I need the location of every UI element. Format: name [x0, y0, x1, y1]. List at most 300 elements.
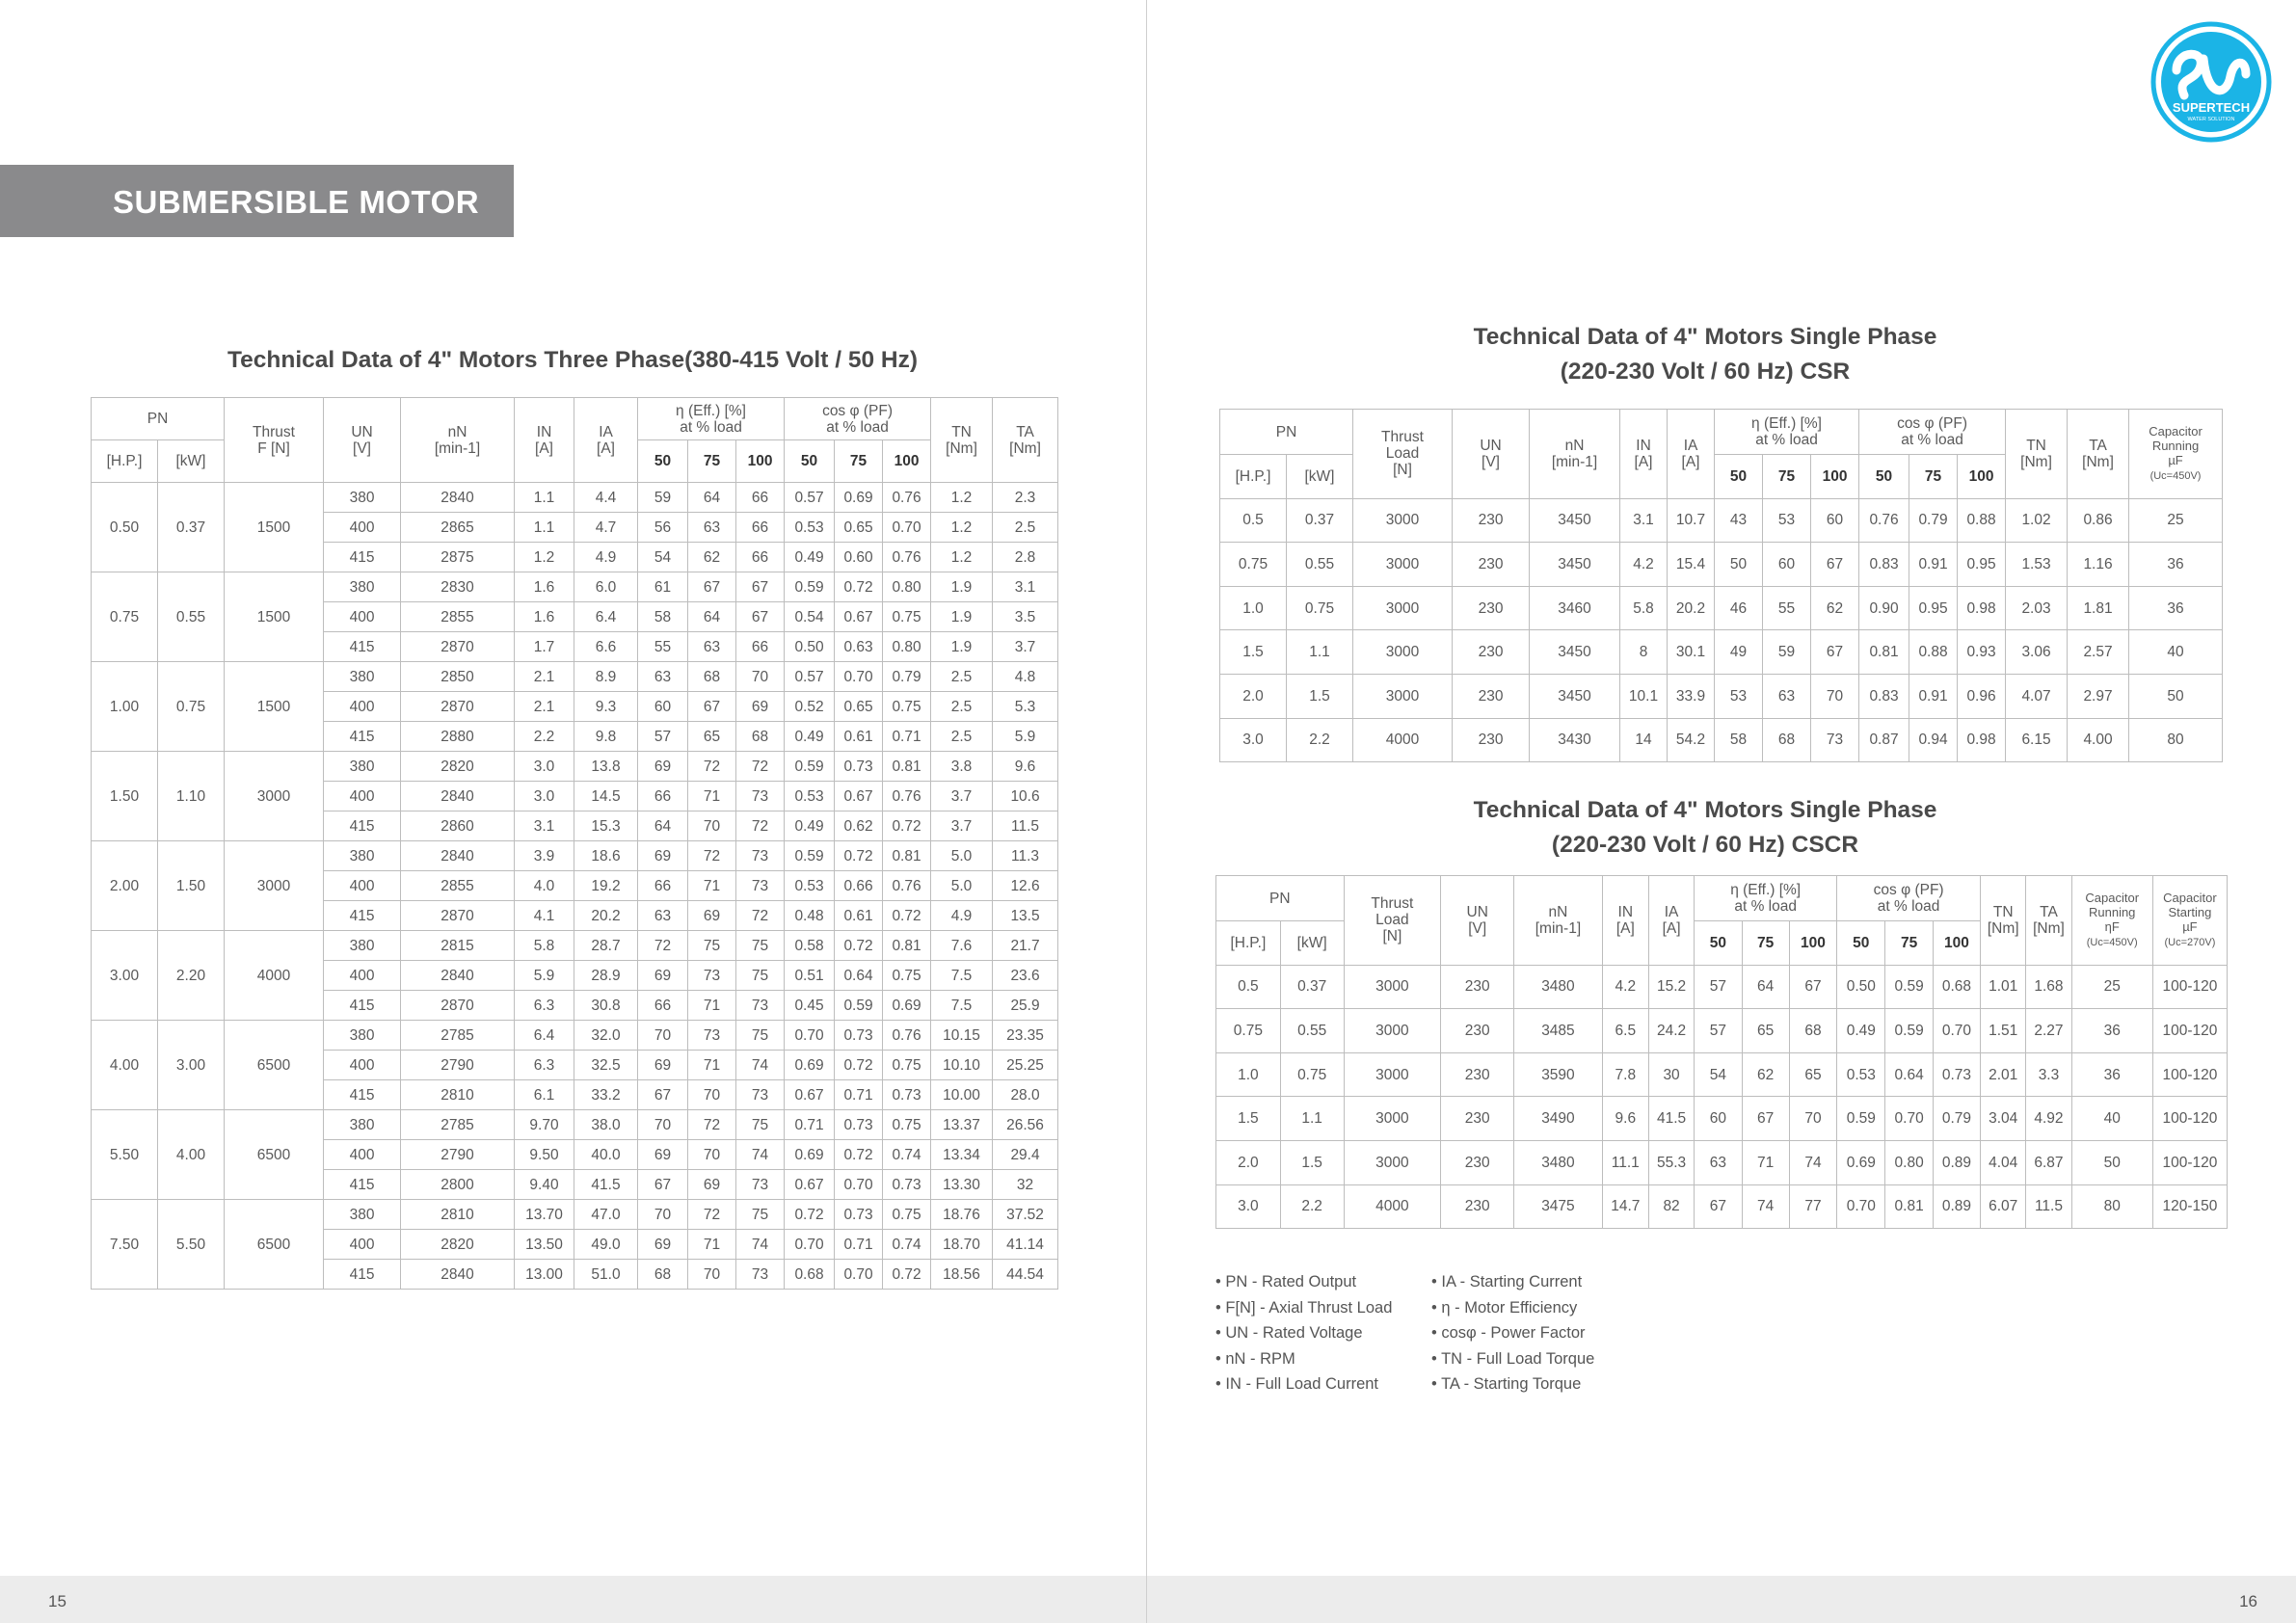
eff75-cell: 64 [688, 483, 736, 513]
eff75-cell: 62 [688, 543, 736, 572]
rpm-cell: 3450 [1530, 498, 1620, 543]
eff50-cell: 66 [638, 991, 688, 1021]
eff100-cell: 70 [1789, 1097, 1836, 1141]
hp-cell: 3.0 [1220, 718, 1287, 762]
eff100-cell: 73 [736, 841, 785, 871]
ia-cell: 6.6 [574, 632, 638, 662]
ia-cell: 32.5 [574, 1051, 638, 1080]
ta-header: TA [Nm] [2026, 876, 2071, 966]
eff75-cell: 69 [688, 901, 736, 931]
tn-cell: 10.10 [931, 1051, 993, 1080]
nn-header: nN [min-1] [1514, 876, 1602, 966]
ta-cell: 12.6 [993, 871, 1058, 901]
eff100-cell: 73 [1811, 718, 1859, 762]
cos50-cell: 0.59 [1837, 1097, 1885, 1141]
eff100-cell: 73 [736, 782, 785, 812]
left-footer [0, 1576, 1146, 1623]
table-row [1216, 1140, 2228, 1184]
cos75-cell: 0.60 [835, 543, 883, 572]
in-header: IN [A] [515, 398, 574, 483]
cos50-cell: 0.67 [785, 1080, 835, 1110]
thrust-cell: 1500 [225, 662, 324, 752]
tn-cell: 13.30 [931, 1170, 993, 1200]
kw-cell: 1.1 [1287, 630, 1353, 675]
legend-item: • IN - Full Load Current [1215, 1375, 1379, 1393]
tn-cell: 2.03 [2006, 586, 2068, 630]
hp-cell: 0.5 [1216, 965, 1281, 1009]
un-header: UN [V] [324, 398, 401, 483]
eff50-cell: 63 [1695, 1140, 1742, 1184]
ta-cell: 23.6 [993, 961, 1058, 991]
cos75-cell: 0.71 [835, 1230, 883, 1260]
left-page [0, 0, 1147, 1623]
eff75-cell: 73 [688, 961, 736, 991]
ia-cell: 33.9 [1668, 674, 1715, 718]
cos75-cell: 0.65 [835, 513, 883, 543]
ia-cell: 30.8 [574, 991, 638, 1021]
eff50-cell: 49 [1715, 630, 1763, 675]
eff50-cell: 67 [638, 1080, 688, 1110]
cos50-cell: 0.50 [1837, 965, 1885, 1009]
kw-cell: 1.5 [1280, 1140, 1344, 1184]
table-row [92, 1021, 1058, 1051]
eff100-cell: 73 [736, 1260, 785, 1290]
cos100-cell: 0.76 [883, 871, 931, 901]
in-cell: 1.1 [515, 513, 574, 543]
table2-title-line1: Technical Data of 4" Motors Single Phase [1473, 324, 1937, 350]
tn-cell: 7.5 [931, 991, 993, 1021]
tn-cell: 1.9 [931, 572, 993, 602]
eff100-cell: 72 [736, 752, 785, 782]
hp-cell: 1.5 [1216, 1097, 1281, 1141]
in-cell: 3.1 [515, 812, 574, 841]
cap-running-header: Capacitor Running µF (Uc=450V) [2129, 410, 2223, 499]
eff75-cell: 68 [1763, 718, 1811, 762]
kw-header: [kW] [158, 440, 225, 483]
table-row [1216, 1052, 2228, 1097]
eff100-cell: 66 [736, 483, 785, 513]
thrust-header: Thrust Load [N] [1344, 876, 1441, 966]
cos75-cell: 0.62 [835, 812, 883, 841]
legend-item: • cosφ - Power Factor [1431, 1324, 1586, 1342]
cos50-cell: 0.87 [1859, 718, 1909, 762]
ia-cell: 10.7 [1668, 498, 1715, 543]
tn-cell: 6.07 [1981, 1184, 2026, 1229]
tn-cell: 10.00 [931, 1080, 993, 1110]
cos75-cell: 0.70 [1885, 1097, 1933, 1141]
thrust-cell: 3000 [1353, 498, 1453, 543]
hp-cell: 3.0 [1216, 1184, 1281, 1229]
eff100-cell: 66 [736, 513, 785, 543]
cos75-cell: 0.73 [835, 1021, 883, 1051]
tn-cell: 1.53 [2006, 543, 2068, 587]
tn-cell: 4.04 [1981, 1140, 2026, 1184]
ia-cell: 30.1 [1668, 630, 1715, 675]
ta-cell: 25.9 [993, 991, 1058, 1021]
cos75-cell: 0.71 [835, 1080, 883, 1110]
eff50-cell: 70 [638, 1110, 688, 1140]
table3-title [1218, 793, 2192, 863]
eff-header: η (Eff.) [%] at % load [638, 398, 785, 440]
cos75-cell: 0.66 [835, 871, 883, 901]
ia-cell: 14.5 [574, 782, 638, 812]
thrust-cell: 3000 [1344, 1009, 1441, 1053]
eff50-cell: 72 [638, 931, 688, 961]
ia-cell: 82 [1648, 1184, 1694, 1229]
cos100-cell: 0.71 [883, 722, 931, 752]
rpm-cell: 2855 [401, 871, 515, 901]
thrust-cell: 3000 [1353, 543, 1453, 587]
cos75-cell: 0.70 [835, 662, 883, 692]
cos-header: cos φ (PF) at % load [1837, 876, 1981, 921]
ia-cell: 55.3 [1648, 1140, 1694, 1184]
eff50-cell: 61 [638, 572, 688, 602]
eff75-cell: 65 [688, 722, 736, 752]
in-cell: 1.6 [515, 602, 574, 632]
in-cell: 7.8 [1602, 1052, 1648, 1097]
ta-cell: 3.5 [993, 602, 1058, 632]
cos100-cell: 0.76 [883, 1021, 931, 1051]
thrust-cell: 4000 [1344, 1184, 1441, 1229]
kw-cell: 0.55 [1280, 1009, 1344, 1053]
ta-cell: 4.8 [993, 662, 1058, 692]
eff100-cell: 67 [1811, 543, 1859, 587]
rpm-cell: 3460 [1530, 586, 1620, 630]
ta-cell: 5.3 [993, 692, 1058, 722]
table-row [1220, 543, 2223, 587]
kw-cell: 0.75 [1287, 586, 1353, 630]
rpm-cell: 3450 [1530, 630, 1620, 675]
cos50-cell: 0.49 [1837, 1009, 1885, 1053]
eff75-cell: 70 [688, 812, 736, 841]
kw-cell: 1.50 [158, 841, 225, 931]
ta-cell: 9.6 [993, 752, 1058, 782]
ia-cell: 38.0 [574, 1110, 638, 1140]
eff-50-header: 50 [1715, 455, 1763, 499]
cos100-cell: 0.98 [1958, 586, 2006, 630]
tn-cell: 7.5 [931, 961, 993, 991]
eff50-cell: 68 [638, 1260, 688, 1290]
table-row [92, 1110, 1058, 1140]
ta-cell: 1.68 [2026, 965, 2071, 1009]
cos75-cell: 0.81 [1885, 1184, 1933, 1229]
eff50-cell: 66 [638, 782, 688, 812]
rpm-cell: 2840 [401, 483, 515, 513]
table-row [1216, 965, 2228, 1009]
table-row [92, 931, 1058, 961]
tn-cell: 1.9 [931, 602, 993, 632]
rpm-cell: 2840 [401, 961, 515, 991]
cap-running-cell: 25 [2129, 498, 2223, 543]
cos75-cell: 0.70 [835, 1170, 883, 1200]
voltage-cell: 230 [1441, 1009, 1514, 1053]
voltage-cell: 415 [324, 812, 401, 841]
eff75-cell: 72 [688, 1200, 736, 1230]
eff75-cell: 59 [1763, 630, 1811, 675]
hp-cell: 2.0 [1216, 1140, 1281, 1184]
voltage-cell: 380 [324, 662, 401, 692]
hp-cell: 1.00 [92, 662, 158, 752]
eff75-cell: 69 [688, 1170, 736, 1200]
rpm-cell: 3480 [1514, 1140, 1602, 1184]
eff50-cell: 58 [1715, 718, 1763, 762]
cos-header: cos φ (PF) at % load [785, 398, 931, 440]
voltage-cell: 400 [324, 871, 401, 901]
kw-cell: 2.20 [158, 931, 225, 1021]
cos50-cell: 0.53 [785, 513, 835, 543]
tn-cell: 1.01 [1981, 965, 2026, 1009]
hp-cell: 4.00 [92, 1021, 158, 1110]
cos100-cell: 0.73 [883, 1170, 931, 1200]
right-footer [1147, 1576, 2296, 1623]
eff100-cell: 67 [736, 602, 785, 632]
rpm-cell: 2815 [401, 931, 515, 961]
hp-header: [H.P.] [1216, 921, 1281, 966]
eff100-cell: 75 [736, 1021, 785, 1051]
ia-cell: 15.2 [1648, 965, 1694, 1009]
rpm-cell: 2800 [401, 1170, 515, 1200]
legend-column-1 [1215, 1269, 1392, 1397]
pn-header: PN [92, 398, 225, 440]
eff50-cell: 59 [638, 483, 688, 513]
thrust-header: Thrust Load [N] [1353, 410, 1453, 499]
ia-cell: 9.8 [574, 722, 638, 752]
eff75-cell: 72 [688, 1110, 736, 1140]
in-cell: 14 [1620, 718, 1668, 762]
cos-header: cos φ (PF) at % load [1859, 410, 2006, 455]
hp-cell: 1.5 [1220, 630, 1287, 675]
cos100-cell: 0.73 [1933, 1052, 1980, 1097]
ta-cell: 2.5 [993, 513, 1058, 543]
eff50-cell: 55 [638, 632, 688, 662]
cos100-cell: 0.76 [883, 543, 931, 572]
eff50-cell: 60 [1695, 1097, 1742, 1141]
eff100-cell: 65 [1789, 1052, 1836, 1097]
eff50-cell: 63 [638, 901, 688, 931]
eff75-cell: 72 [688, 841, 736, 871]
cos100-cell: 0.80 [883, 572, 931, 602]
in-header: IN [A] [1620, 410, 1668, 499]
in-cell: 2.2 [515, 722, 574, 752]
rpm-cell: 2840 [401, 841, 515, 871]
voltage-cell: 380 [324, 752, 401, 782]
kw-cell: 1.1 [1280, 1097, 1344, 1141]
rpm-cell: 2850 [401, 662, 515, 692]
cos50-cell: 0.71 [785, 1110, 835, 1140]
cos75-cell: 0.72 [835, 931, 883, 961]
ia-cell: 28.7 [574, 931, 638, 961]
ia-cell: 33.2 [574, 1080, 638, 1110]
cos100-cell: 0.75 [883, 602, 931, 632]
cos100-cell: 0.75 [883, 961, 931, 991]
section-banner-label: SUBMERSIBLE MOTOR [113, 184, 480, 220]
thrust-cell: 3000 [1344, 965, 1441, 1009]
ia-cell: 8.9 [574, 662, 638, 692]
voltage-cell: 400 [324, 782, 401, 812]
cap-running-cell: 50 [2071, 1140, 2152, 1184]
eff50-cell: 57 [1695, 1009, 1742, 1053]
un-header: UN [V] [1441, 876, 1514, 966]
legend-item: • TN - Full Load Torque [1431, 1349, 1595, 1368]
eff-100-header: 100 [736, 440, 785, 483]
cos100-cell: 0.81 [883, 841, 931, 871]
eff100-cell: 73 [736, 871, 785, 901]
ia-cell: 20.2 [1668, 586, 1715, 630]
cscr-table [1215, 875, 2228, 1229]
eff75-cell: 71 [688, 1051, 736, 1080]
cap-starting-cell: 100-120 [2152, 1140, 2227, 1184]
eff75-cell: 53 [1763, 498, 1811, 543]
ia-cell: 4.4 [574, 483, 638, 513]
eff50-cell: 69 [638, 841, 688, 871]
table-row [1220, 586, 2223, 630]
eff100-cell: 74 [736, 1230, 785, 1260]
in-cell: 3.0 [515, 782, 574, 812]
in-cell: 11.1 [1602, 1140, 1648, 1184]
voltage-cell: 230 [1453, 630, 1530, 675]
eff50-cell: 67 [638, 1170, 688, 1200]
cos75-cell: 0.88 [1909, 630, 1958, 675]
cos50-cell: 0.69 [785, 1140, 835, 1170]
thrust-cell: 3000 [1353, 674, 1453, 718]
in-cell: 3.9 [515, 841, 574, 871]
rpm-cell: 2810 [401, 1080, 515, 1110]
kw-cell: 1.5 [1287, 674, 1353, 718]
rpm-cell: 2840 [401, 782, 515, 812]
kw-cell: 2.2 [1280, 1184, 1344, 1229]
voltage-cell: 380 [324, 572, 401, 602]
eff100-cell: 67 [1811, 630, 1859, 675]
cos75-cell: 0.79 [1909, 498, 1958, 543]
ia-cell: 15.3 [574, 812, 638, 841]
tn-cell: 10.15 [931, 1021, 993, 1051]
thrust-cell: 6500 [225, 1021, 324, 1110]
cap-starting-cell: 100-120 [2152, 1097, 2227, 1141]
voltage-cell: 230 [1441, 1184, 1514, 1229]
cos100-cell: 0.81 [883, 752, 931, 782]
cos75-cell: 0.80 [1885, 1140, 1933, 1184]
ta-cell: 29.4 [993, 1140, 1058, 1170]
ta-cell: 2.97 [2068, 674, 2129, 718]
table-row [1220, 630, 2223, 675]
ia-cell: 9.3 [574, 692, 638, 722]
cos100-cell: 0.98 [1958, 718, 2006, 762]
eff50-cell: 50 [1715, 543, 1763, 587]
rpm-cell: 3490 [1514, 1097, 1602, 1141]
cos50-cell: 0.70 [1837, 1184, 1885, 1229]
cos75-cell: 0.64 [1885, 1052, 1933, 1097]
hp-cell: 0.75 [1220, 543, 1287, 587]
eff75-cell: 72 [688, 752, 736, 782]
table-row [1220, 718, 2223, 762]
voltage-cell: 415 [324, 901, 401, 931]
eff-50-header: 50 [1695, 921, 1742, 966]
cos50-cell: 0.69 [785, 1051, 835, 1080]
eff50-cell: 60 [638, 692, 688, 722]
ta-cell: 11.5 [993, 812, 1058, 841]
cos100-cell: 0.68 [1933, 965, 1980, 1009]
cos50-cell: 0.57 [785, 662, 835, 692]
ta-cell: 11.5 [2026, 1184, 2071, 1229]
ia-cell: 41.5 [574, 1170, 638, 1200]
voltage-cell: 400 [324, 692, 401, 722]
voltage-cell: 415 [324, 1080, 401, 1110]
ia-cell: 51.0 [574, 1260, 638, 1290]
ta-cell: 41.14 [993, 1230, 1058, 1260]
in-cell: 9.40 [515, 1170, 574, 1200]
ia-cell: 15.4 [1668, 543, 1715, 587]
eff75-cell: 71 [688, 782, 736, 812]
table-row [1216, 1009, 2228, 1053]
cap-starting-cell: 100-120 [2152, 965, 2227, 1009]
voltage-cell: 230 [1441, 965, 1514, 1009]
cos50-cell: 0.50 [785, 632, 835, 662]
tn-cell: 5.0 [931, 841, 993, 871]
cos50-cell: 0.53 [1837, 1052, 1885, 1097]
pn-header: PN [1220, 410, 1353, 455]
rpm-cell: 3450 [1530, 674, 1620, 718]
ta-cell: 3.1 [993, 572, 1058, 602]
hp-cell: 0.5 [1220, 498, 1287, 543]
eff-75-header: 75 [1742, 921, 1789, 966]
kw-cell: 0.37 [1287, 498, 1353, 543]
csr-table-body [1220, 498, 2223, 762]
table2-title-line2: (220-230 Volt / 60 Hz) CSR [1560, 359, 1851, 385]
ia-cell: 4.7 [574, 513, 638, 543]
ia-cell: 20.2 [574, 901, 638, 931]
in-cell: 9.50 [515, 1140, 574, 1170]
cap-running-cell: 40 [2071, 1097, 2152, 1141]
eff50-cell: 70 [638, 1200, 688, 1230]
eff100-cell: 74 [1789, 1140, 1836, 1184]
thrust-cell: 3000 [1344, 1097, 1441, 1141]
pn-header: PN [1216, 876, 1345, 921]
cos-100-header: 100 [883, 440, 931, 483]
cos75-cell: 0.63 [835, 632, 883, 662]
cap-starting-cell: 100-120 [2152, 1052, 2227, 1097]
eff100-cell: 75 [736, 1110, 785, 1140]
cos75-cell: 0.91 [1909, 674, 1958, 718]
thrust-cell: 3000 [1344, 1140, 1441, 1184]
eff100-cell: 73 [736, 991, 785, 1021]
cos50-cell: 0.83 [1859, 543, 1909, 587]
tn-cell: 13.37 [931, 1110, 993, 1140]
ia-cell: 19.2 [574, 871, 638, 901]
kw-header: [kW] [1280, 921, 1344, 966]
in-cell: 3.1 [1620, 498, 1668, 543]
eff75-cell: 70 [688, 1080, 736, 1110]
hp-cell: 1.0 [1220, 586, 1287, 630]
voltage-cell: 230 [1453, 498, 1530, 543]
cos50-cell: 0.83 [1859, 674, 1909, 718]
cap-running-cell: 80 [2071, 1184, 2152, 1229]
cos50-cell: 0.58 [785, 931, 835, 961]
in-cell: 6.5 [1602, 1009, 1648, 1053]
eff75-cell: 73 [688, 1021, 736, 1051]
right-page [1147, 0, 2296, 1623]
eff50-cell: 54 [638, 543, 688, 572]
cos100-cell: 0.75 [883, 1200, 931, 1230]
kw-cell: 2.2 [1287, 718, 1353, 762]
ia-cell: 13.8 [574, 752, 638, 782]
kw-cell: 3.00 [158, 1021, 225, 1110]
in-cell: 4.2 [1620, 543, 1668, 587]
cos100-cell: 0.93 [1958, 630, 2006, 675]
cos-75-header: 75 [835, 440, 883, 483]
eff50-cell: 56 [638, 513, 688, 543]
cos50-cell: 0.67 [785, 1170, 835, 1200]
voltage-cell: 230 [1453, 586, 1530, 630]
